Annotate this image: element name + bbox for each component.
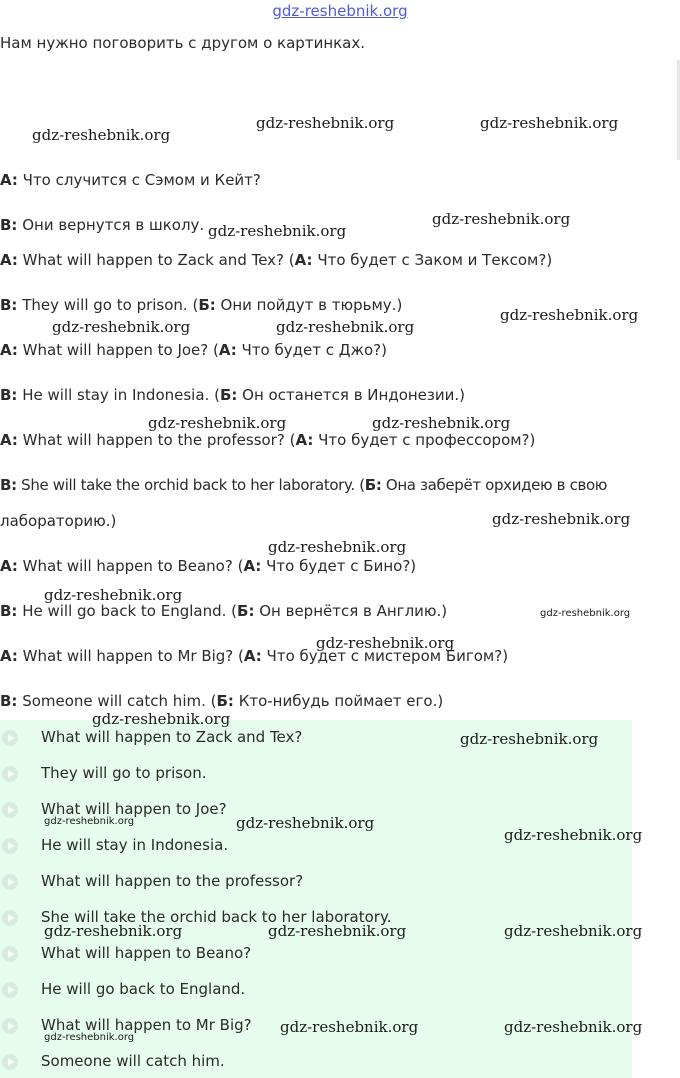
watermark: gdz-reshebnik.org — [208, 222, 347, 240]
audio-row[interactable] — [0, 760, 632, 788]
audio-line: What will happen to the professor? — [41, 872, 304, 890]
watermark: gdz-reshebnik.org — [52, 318, 191, 336]
dialogue-line: B: He will go back to England. (Б: Он вернётся в Англию.) — [0, 602, 448, 620]
play-icon[interactable] — [2, 874, 18, 890]
play-icon[interactable] — [2, 982, 18, 998]
dialogue-line: A: What will happen to Beano? (A: Что будет с Бино?) — [0, 557, 417, 575]
audio-line: They will go to prison. — [41, 764, 207, 782]
watermark: gdz-reshebnik.org — [268, 922, 407, 940]
audio-line: What will happen to Beano? — [41, 944, 252, 962]
audio-line: What will happen to Joe? — [41, 800, 227, 818]
intro-text: Нам нужно поговорить с другом о картинках. — [0, 34, 366, 52]
watermark: gdz-reshebnik.org — [500, 306, 639, 324]
watermark: gdz-reshebnik.org — [480, 114, 619, 132]
watermark: gdz-reshebnik.org — [92, 710, 231, 728]
dialogue-line: B: They will go to prison. (Б: Они пойдут в тюрьму.) — [0, 296, 403, 314]
play-icon[interactable] — [2, 730, 18, 746]
play-icon[interactable] — [2, 766, 18, 782]
dialogue-line: B: Они вернутся в школу. — [0, 216, 205, 234]
watermark: gdz-reshebnik.org — [268, 538, 407, 556]
site-link[interactable]: gdz-reshebnik.org — [272, 2, 408, 20]
audio-line: What will happen to Mr Big? — [41, 1016, 252, 1034]
watermark: gdz-reshebnik.org — [276, 318, 415, 336]
play-icon[interactable] — [2, 1054, 18, 1070]
audio-row[interactable] — [0, 976, 632, 1004]
watermark: gdz-reshebnik.org — [460, 730, 599, 748]
audio-row[interactable] — [0, 868, 632, 896]
watermark: gdz-reshebnik.org — [492, 510, 631, 528]
audio-line: She will take the orchid back to her laboratory. — [41, 908, 392, 926]
audio-row[interactable] — [0, 940, 632, 968]
watermark: gdz-reshebnik.org — [148, 414, 287, 432]
watermark: gdz-reshebnik.org — [316, 634, 455, 652]
audio-line: What will happen to Zack and Tex? — [41, 728, 303, 746]
watermark: gdz-reshebnik.org — [540, 608, 631, 619]
watermark: gdz-reshebnik.org — [44, 586, 183, 604]
watermark: gdz-reshebnik.org — [504, 1018, 643, 1036]
dialogue-line: B: She will take the orchid back to her laboratory. (Б: Она заберёт орхидею в свою — [0, 476, 608, 494]
audio-row[interactable] — [0, 1048, 632, 1076]
watermark: gdz-reshebnik.org — [44, 922, 183, 940]
audio-line: Someone will catch him. — [41, 1052, 225, 1070]
play-icon[interactable] — [2, 1018, 18, 1034]
watermark: gdz-reshebnik.org — [504, 922, 643, 940]
watermark: gdz-reshebnik.org — [432, 210, 571, 228]
watermark: gdz-reshebnik.org — [256, 114, 395, 132]
watermark: gdz-reshebnik.org — [44, 816, 135, 827]
watermark: gdz-reshebnik.org — [372, 414, 511, 432]
dialogue-line: лабораторию.) — [0, 512, 117, 530]
dialogue-line: B: He will stay in Indonesia. (Б: Он останется в Индонезии.) — [0, 386, 466, 404]
watermark: gdz-reshebnik.org — [32, 126, 171, 144]
dialogue-line: A: Что случится с Сэмом и Кейт? — [0, 171, 261, 189]
dialogue-line: A: What will happen to the professor? (A: Что будет с профессором?) — [0, 431, 536, 449]
watermark: gdz-reshebnik.org — [504, 826, 643, 844]
play-icon[interactable] — [2, 946, 18, 962]
dialogue-line: B: Someone will catch him. (Б: Кто-нибудь поймает его.) — [0, 692, 444, 710]
watermark: gdz-reshebnik.org — [280, 1018, 419, 1036]
play-icon[interactable] — [2, 910, 18, 926]
audio-line: He will stay in Indonesia. — [41, 836, 229, 854]
play-icon[interactable] — [2, 838, 18, 854]
watermark: gdz-reshebnik.org — [236, 814, 375, 832]
dialogue-line: A: What will happen to Zack and Tex? (A: Что будет с Заком и Тексом?) — [0, 251, 553, 269]
dialogue-line: A: What will happen to Mr Big? (A: Что будет с мистером Бигом?) — [0, 647, 509, 665]
play-icon[interactable] — [2, 802, 18, 818]
watermark: gdz-reshebnik.org — [44, 1032, 135, 1043]
audio-line: He will go back to England. — [41, 980, 246, 998]
dialogue-line: A: What will happen to Joe? (A: Что будет с Джо?) — [0, 341, 387, 359]
